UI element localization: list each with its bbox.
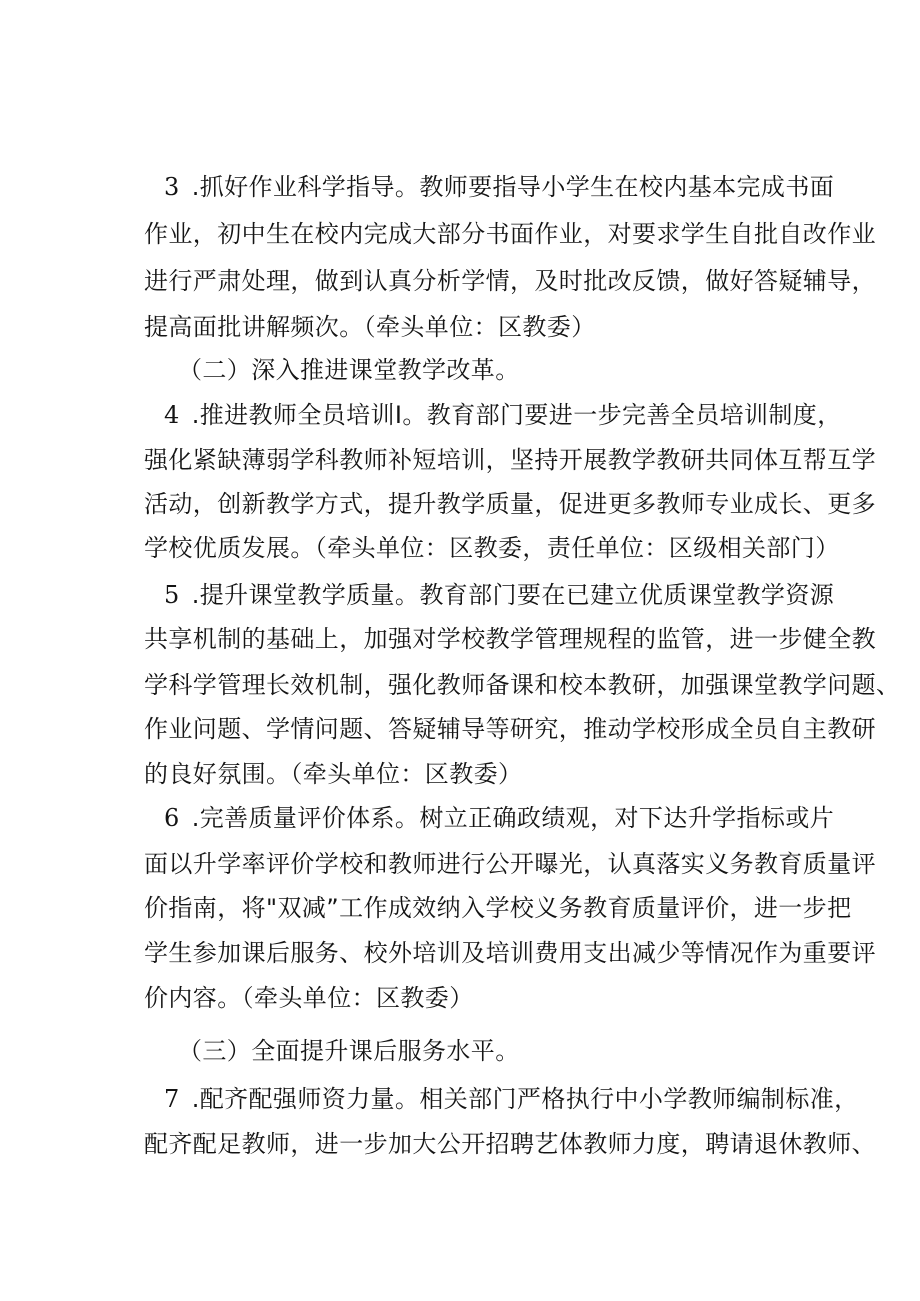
paragraph-5-line-3: 学科学管理长效机制，强化教师备课和校本教研，加强课堂教学问题、 [144, 671, 901, 699]
section-heading-3: （三）全面提升课后服务水平。 [178, 1037, 520, 1065]
paragraph-4-line-4: 学校优质发展。（牵头单位：区教委，责任单位：区级相关部门） [144, 534, 840, 562]
section-heading-2: （二）深入推进课堂教学改革。 [178, 356, 520, 384]
item-number: 4 [164, 401, 180, 429]
paragraph-6-line-4: 学生参加课后服务、校外培训及培训费用支出减少等情况作为重要评 [144, 939, 876, 967]
paragraph-3-line-1: 3 .抓好作业科学指导。教师要指导小学生在校内基本完成书面 [164, 173, 835, 201]
paragraph-5-line-1: 5 .提升课堂教学质量。教育部门要在已建立优质课堂教学资源 [164, 581, 835, 609]
paragraph-3-line-4: 提高面批讲解频次。（牵头单位：区教委） [144, 313, 596, 341]
paragraph-7-line-1: 7 .配齐配强师资力量。相关部门严格执行中小学教师编制标准， [164, 1085, 859, 1113]
paragraph-6-line-2: 面以升学率评价学校和教师进行公开曝光，认真落实义务教育质量评 [144, 850, 876, 878]
paragraph-5-line-5: 的良好氛围。（牵头单位：区教委） [144, 760, 523, 788]
paragraph-7-line-2: 配齐配足教师，进一步加大公开招聘艺体教师力度，聘请退休教师、 [144, 1130, 876, 1158]
paragraph-4-line-3: 活动，创新教学方式，提升教学质量，促进更多教师专业成长、更多 [144, 490, 876, 518]
paragraph-6-line-5: 价内容。（牵头单位：区教委） [144, 984, 474, 1012]
paragraph-5-line-4: 作业问题、学情问题、答疑辅导等研究，推动学校形成全员自主教研 [144, 715, 876, 743]
paragraph-5-line-2: 共享机制的基础上，加强对学校教学管理规程的监管，进一步健全教 [144, 625, 876, 653]
paragraph-4-line-2: 强化紧缺薄弱学科教师补短培训，坚持开展教学教研共同体互帮互学 [144, 446, 876, 474]
paragraph-3-line-3: 进行严肃处理，做到认真分析学情，及时批改反馈，做好答疑辅导， [144, 267, 876, 295]
paragraph-6-line-1: 6 .完善质量评价体系。树立正确政绩观，对下达升学指标或片 [164, 804, 835, 832]
item-number: 7 [164, 1085, 180, 1113]
paragraph-6-line-3: 价指南，将"双减”工作成效纳入学校义务教育质量评价，进一步把 [144, 894, 852, 922]
item-number: 5 [164, 581, 180, 609]
paragraph-4-line-1: 4 .推进教师全员培训I。教育部门要进一步完善全员培训制度， [164, 401, 842, 429]
item-number: 6 [164, 804, 180, 832]
item-number: 3 [164, 173, 180, 201]
paragraph-3-line-2: 作业，初中生在校内完成大部分书面作业，对要求学生自批自改作业 [144, 220, 876, 248]
